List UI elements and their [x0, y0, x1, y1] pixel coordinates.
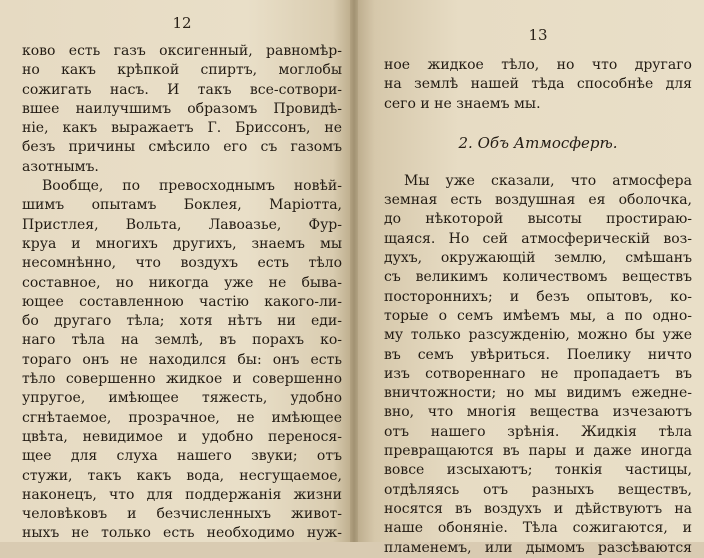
text-line: ныхъ не только есть необходимо нуж-: [22, 525, 342, 542]
text-line: бо другаго тѣла; хотя нѣтъ ни еди-: [22, 313, 342, 330]
right-page: [354, 0, 704, 556]
text-line: ющее составленною частію какого-ли-: [22, 293, 342, 310]
text-line: стужи, такъ какъ вода, несгущаемое,: [22, 467, 342, 484]
text-line: на землѣ нашей тѣда способнѣе для: [384, 76, 692, 93]
left-page-text: [22, 42, 342, 544]
text-line: отдѣляясь отъ разныхъ веществъ,: [384, 481, 692, 498]
text-line: сгнѣтаемое, прозрачное, не имѣющее: [22, 409, 342, 426]
text-line: щаяся. Но сей атмосферическій воз-: [384, 230, 692, 247]
text-line: цвѣта, невидимое и удобно перенося-: [22, 428, 342, 445]
text-line: наше обоняніе. Тѣла сожигаются, и: [384, 520, 692, 537]
section-heading: 2. Объ Атмосферѣ.: [458, 133, 618, 152]
text-line: съ великимъ количествомъ веществъ: [384, 269, 692, 286]
text-line: духъ, окружающій землю, смѣшанъ: [384, 250, 692, 267]
text-line: вно, что многія вещества изчезаютъ: [384, 404, 692, 421]
page-number: 13: [528, 26, 548, 44]
text-line: составное, но никогда уже не быва-: [22, 274, 342, 291]
text-line: наконецъ, что для поддержанія жизни: [22, 486, 342, 503]
text-line: носятся въ воздухъ и дѣйствуютъ на: [384, 500, 692, 517]
text-line: азотнымъ.: [22, 158, 99, 175]
text-line: изъ сотвореннаго не пропадаетъ въ: [384, 365, 692, 382]
text-line: шимъ опытамъ Боклея, Маріотта,: [22, 197, 342, 214]
text-line: ное жидкое тѣло, но что другаго: [384, 57, 692, 73]
text-line: Мы уже сказали, что атмосфера: [404, 172, 692, 189]
text-line: постороннихъ; и безъ опытовъ, ко-: [384, 288, 692, 305]
text-line: въ семъ увѣриться. Поелику ничто: [384, 346, 692, 363]
text-line: Вообще, по превосходнымъ новѣй-: [42, 178, 342, 195]
text-line: вшее наилучшимъ образомъ Провидѣ-: [22, 100, 342, 117]
text-line: человѣковъ и безчисленныхъ живот-: [22, 506, 342, 523]
text-line: тѣло совершенно жидкое и совершенно: [22, 371, 342, 388]
text-line: щее для слуха нашего звуки; отъ: [22, 448, 342, 465]
text-line: наго тѣла на землѣ, въ порахъ ко-: [22, 332, 342, 349]
text-line: ково есть газъ оксигенный, равномѣр-: [22, 43, 342, 59]
text-line: безъ причины смѣсило его съ газомъ: [22, 139, 342, 156]
page-number: 12: [172, 14, 192, 32]
text-line: круа и многихъ другихъ, знаемъ мы: [22, 235, 342, 252]
text-line: земная есть воздушная ея оболочка,: [384, 192, 692, 209]
text-line: несомнѣнно, что воздухъ есть тѣло: [22, 255, 342, 272]
text-line: упругое, имѣющее тяжесть, удобно: [22, 390, 342, 407]
right-page-top-text: [384, 56, 692, 114]
text-line: ніе, какъ выражаетъ Г. Бриссонъ, не: [22, 120, 342, 137]
text-line: торые о семъ имѣемъ мы, а по одно-: [384, 307, 692, 324]
text-line: превращаются въ пары и даже иногда: [384, 443, 692, 460]
left-page: [0, 0, 354, 542]
text-line: пламенемъ, или дымомъ разсѣваются: [384, 539, 692, 556]
text-line: отъ нашего зрѣнія. Жидкія тѣла: [384, 423, 692, 440]
text-line: Пристлея, Вольта, Лавоазье, Фур-: [22, 216, 342, 233]
text-line: сожигать насъ. И такъ все-сотвори-: [22, 81, 342, 98]
book-gutter: [350, 0, 358, 542]
text-line: до нѣкоторой высоты простираю-: [384, 211, 692, 228]
right-page-body-text: [384, 172, 692, 558]
text-line: но какъ крѣпкой спиртъ, моглобы: [22, 62, 342, 79]
text-line: сего и не знаемъ мы.: [384, 95, 541, 112]
text-line: вовсе изсыхаютъ; тонкія частицы,: [384, 462, 692, 479]
text-line: тораго онъ не находился бы: онъ есть: [22, 351, 342, 368]
text-line: му только разсужденію, можно бы уже: [384, 327, 692, 344]
text-line: вничтожности; но мы видимъ ежедне-: [384, 385, 692, 402]
